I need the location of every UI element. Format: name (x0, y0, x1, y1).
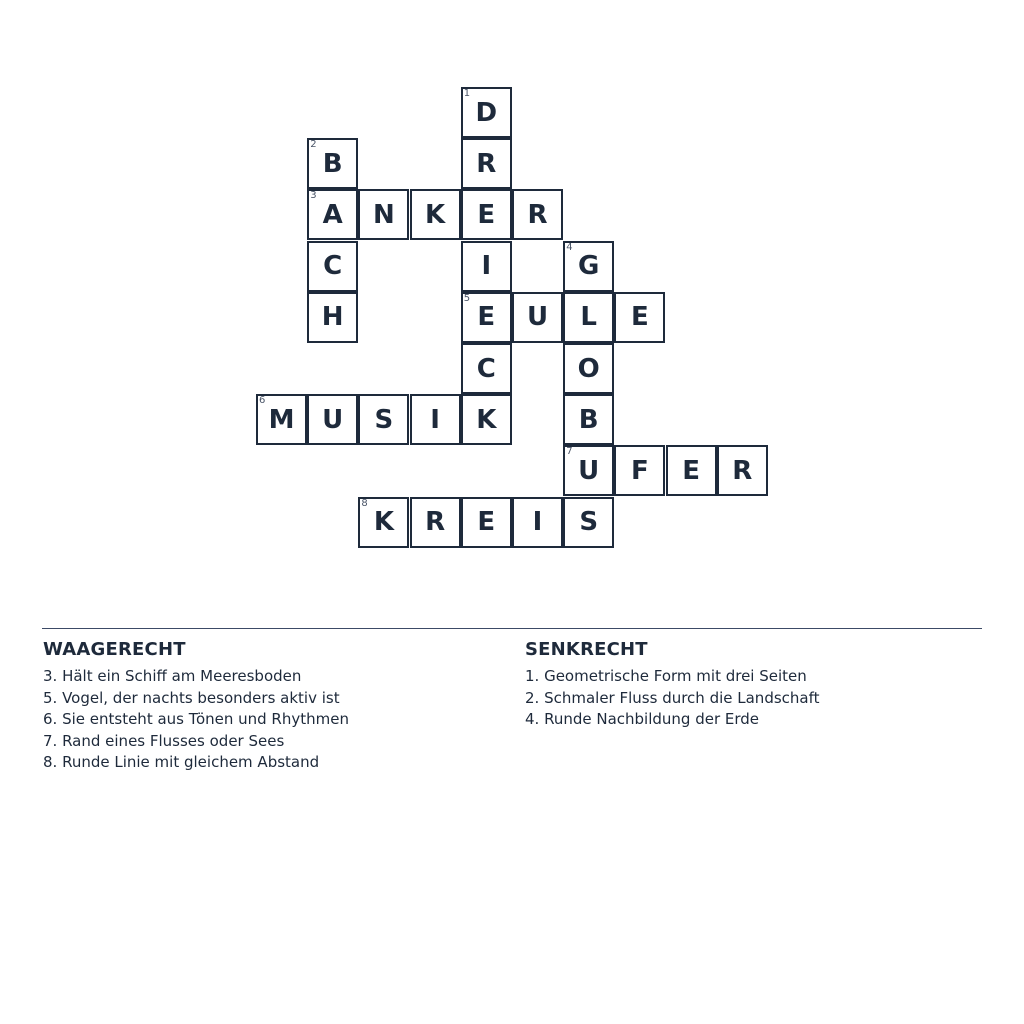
grid-cell[interactable] (358, 497, 409, 548)
cell-letter: I (532, 507, 543, 538)
grid-cell[interactable] (410, 497, 461, 548)
grid-cell[interactable] (563, 292, 614, 343)
down-clue-1: 1. Geometrische Form mit drei Seiten (525, 667, 807, 685)
cell-letter: E (477, 302, 496, 333)
grid-cell[interactable] (461, 343, 512, 394)
down-heading: SENKRECHT (525, 639, 648, 660)
grid-cell[interactable] (307, 189, 358, 240)
cell-letter: R (476, 148, 497, 179)
cell-letter: I (430, 404, 440, 435)
cell-letter: M (268, 404, 295, 435)
grid-cell[interactable] (563, 241, 614, 292)
clue-number: 5 (463, 292, 471, 304)
grid-cell[interactable] (256, 394, 307, 445)
clue-number: 1 (463, 88, 471, 99)
cell-letter: R (527, 199, 548, 230)
down-clues (525, 638, 985, 731)
cell-letter: O (577, 353, 600, 384)
down-clue-2: 2. Schmaler Fluss durch die Landschaft (525, 688, 820, 707)
across-clue-6: 6. Sie entsteht aus Tönen und Rhythmen (43, 710, 349, 728)
clue-number: 8 (361, 497, 368, 509)
cell-letter: K (425, 199, 446, 230)
across-heading: WAAGERECHT (43, 639, 186, 660)
cell-letter: K (373, 507, 394, 538)
clue-number: 4 (566, 241, 573, 253)
cell-letter: K (476, 404, 497, 435)
cell-letter: U (578, 455, 600, 486)
cell-letter: F (631, 455, 649, 486)
grid-cell[interactable] (461, 292, 512, 343)
grid-cell[interactable] (461, 241, 512, 292)
cell-letter: C (476, 353, 496, 384)
grid-cell[interactable] (614, 445, 665, 496)
cell-letter: U (322, 404, 344, 435)
cell-letter: I (481, 251, 492, 282)
grid-cell[interactable] (307, 138, 358, 189)
grid-cell[interactable] (461, 87, 512, 138)
cell-letter: H (321, 302, 344, 333)
grid-cell[interactable] (461, 394, 512, 445)
cell-letter: E (631, 302, 649, 333)
grid-cell[interactable] (563, 445, 614, 496)
cell-letter: E (477, 507, 496, 538)
grid-cell[interactable] (307, 292, 358, 343)
clue-number: 3 (310, 190, 317, 202)
cell-letter: B (578, 404, 599, 435)
grid-cell[interactable] (512, 292, 563, 343)
grid-cell[interactable] (717, 445, 768, 496)
grid-cell[interactable] (563, 497, 614, 548)
grid-cell[interactable] (307, 241, 358, 292)
grid-cell[interactable] (358, 394, 409, 445)
grid-cell[interactable] (666, 445, 717, 496)
across-clue-3: 3. Hält ein Schiff am Meeresboden (43, 667, 302, 685)
grid-cell[interactable] (461, 138, 512, 189)
across-clues (43, 638, 503, 774)
grid-cell[interactable] (461, 189, 512, 240)
cell-letter: A (322, 199, 343, 230)
cell-letter: R (425, 507, 446, 538)
grid-cell[interactable] (563, 394, 614, 445)
clue-number: 7 (566, 446, 573, 458)
grid-cell[interactable] (614, 292, 665, 343)
cell-letter: D (475, 97, 498, 128)
cell-letter: B (322, 148, 343, 179)
cell-letter: L (580, 302, 597, 333)
across-clue-8: 8. Runde Linie mit gleichem Abstand (43, 753, 320, 771)
cell-letter: S (374, 404, 394, 435)
cell-letter: E (477, 199, 496, 230)
grid-cell[interactable] (512, 189, 563, 240)
cell-letter: C (323, 251, 343, 282)
cell-letter: G (578, 251, 600, 282)
across-clue-7: 7. Rand eines Flusses oder Sees (43, 731, 285, 750)
clue-number: 2 (310, 139, 317, 151)
cell-letter: U (526, 302, 549, 333)
grid-cell[interactable] (563, 343, 614, 394)
across-clue-5: 5. Vogel, der nachts besonders aktiv ist (43, 688, 340, 707)
grid-cell[interactable] (307, 394, 358, 445)
cell-letter: E (682, 455, 700, 486)
grid-cell[interactable] (358, 189, 409, 240)
cell-letter: S (579, 507, 599, 538)
clue-number: 6 (259, 395, 266, 407)
grid-cell[interactable] (410, 189, 461, 240)
down-clue-4: 4. Runde Nachbildung der Erde (525, 710, 760, 728)
grid-cell[interactable] (461, 497, 512, 548)
cell-letter: N (373, 199, 395, 230)
grid-cell[interactable] (410, 394, 461, 445)
grid-cell[interactable] (512, 497, 563, 548)
cell-letter: R (732, 455, 753, 486)
divider (42, 628, 982, 629)
